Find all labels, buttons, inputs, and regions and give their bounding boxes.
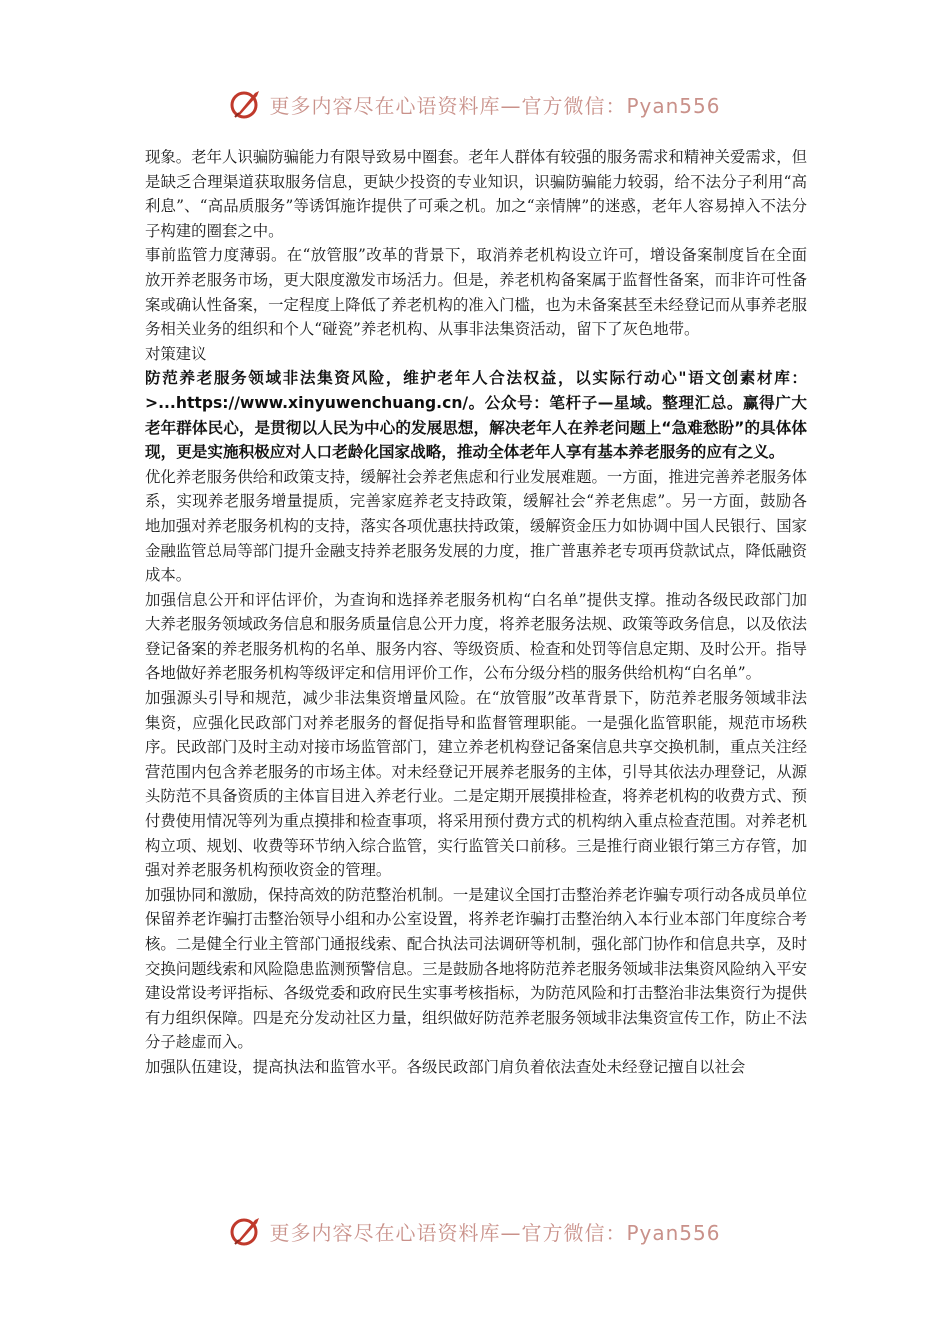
paragraph: 优化养老服务供给和政策支持，缓解社会养老焦虑和行业发展难题。一方面，推进完善养老服务体系，实现养老服务增量提质，完善家庭养老支持政策，缓解社会“养老焦虑”。另一方面，鼓励各地加强对养老服务机构的支持，落实各项优惠扶持政策，缓解资金压力如协调中国人民银行、国家金融监管总局等部门提升金融支持养老服务发展的力度，推广普惠养老专项再贷款试点，降低融资成本。	[145, 467, 807, 585]
paragraph: 事前监管力度薄弱。在“放管服”改革的背景下，取消养老机构设立许可，增设备案制度旨在全面放开养老服务市场，更大限度激发市场活力。但是，养老机构备案属于监督性备案，而非许可性备案或确认性备案，一定程度上降低了养老机构的准入门槛，也为未备案甚至未经登记而从事养老服务相关业务的组织和个人“碰瓷”养老机构、从事非法集资活动，留下了灰色地带。	[145, 246, 807, 339]
header-banner	[0, 84, 950, 124]
document-body	[145, 145, 807, 1080]
bold-paragraph: 防范养老服务领域非法集资风险，维护老年人合法权益，以实际行动心"语文创素材库：>...https://www.xinyuwenchuang.cn/。公众号：笔杆子—星域。整理汇总。赢得广大老年群体民心，是贯彻以人民为中心的发展思想，解决老年人在养老问题上“急难愁盼”的具体体现，更是实施积极应对人口老龄化国家战略，推动全体老年人享有基本养老服务的应有之义。	[145, 369, 807, 462]
paragraph: 加强队伍建设，提高执法和监管水平。各级民政部门肩负着依法查处未经登记擅自以社会	[145, 1057, 746, 1076]
paragraph: 加强信息公开和评估评价，为查询和选择养老服务机构“白名单”提供支撑。推动各级民政部门加大养老服务领域政务信息和服务质量信息公开力度，将养老服务法规、政策等政务信息，以及依法登记备案的养老服务机构的名单、服务内容、等级资质、检查和处罚等信息定期、及时公开。指导各地做好养老服务机构等级评定和信用评价工作，公布分级分档的服务供给机构“白名单”。	[145, 590, 807, 683]
section-heading: 对策建议	[145, 344, 207, 363]
paragraph: 加强协同和激励，保持高效的防范整治机制。一是建议全国打击整治养老诈骗专项行动各成员单位保留养老诈骗打击整治领导小组和办公室设置，将养老诈骗打击整治纳入本行业本部门年度综合考核。二是健全行业主管部门通报线索、配合执法司法调研等机制，强化部门协作和信息共享，及时交换问题线索和风险隐患监测预警信息。三是鼓励各地将防范养老服务领域非法集资风险纳入平安建设常设考评指标、各级党委和政府民生实事考核指标，为防范风险和打击整治非法集资行为提供有力组织保障。四是充分发动社区力量，组织做好防范养老服务领域非法集资宣传工作，防止不法分子趁虚而入。	[145, 885, 807, 1052]
header-banner-text: 更多内容尽在心语资料库—官方微信：Pyan556	[269, 93, 721, 118]
paragraph: 加强源头引导和规范，减少非法集资增量风险。在“放管服”改革背景下，防范养老服务领域非法集资，应强化民政部门对养老服务的督促指导和监督管理职能。一是强化监管职能，规范市场秩序。民政部门及时主动对接市场监管部门，建立养老机构登记备案信息共享交换机制，重点关注经营范围内包含养老服务的市场主体。对未经登记开展养老服务的主体，引导其依法办理登记，从源头防范不具备资质的主体盲目进入养老行业。二是定期开展摸排检查，将养老机构的收费方式、预付费使用情况等列为重点摸排和检查事项，将采用预付费方式的机构纳入重点检查范围。对养老机构立项、规划、收费等环节纳入综合监管，实行监管关口前移。三是推行商业银行第三方存管，加强对养老服务机构预收资金的管理。	[145, 689, 807, 880]
footer-banner-text: 更多内容尽在心语资料库—官方微信：Pyan556	[269, 1220, 721, 1245]
quill-pen-logo-icon	[229, 1214, 263, 1248]
quill-pen-logo-icon	[229, 87, 263, 121]
footer-banner	[0, 1211, 950, 1251]
paragraph: 现象。老年人识骗防骗能力有限导致易中圈套。老年人群体有较强的服务需求和精神关爱需求，但是缺乏合理渠道获取服务信息，更缺少投资的专业知识，识骗防骗能力较弱，给不法分子利用“高利息”、“高品质服务”等诱饵施诈提供了可乘之机。加之“亲情牌”的迷惑，老年人容易掉入不法分子构建的圈套之中。	[145, 148, 807, 240]
